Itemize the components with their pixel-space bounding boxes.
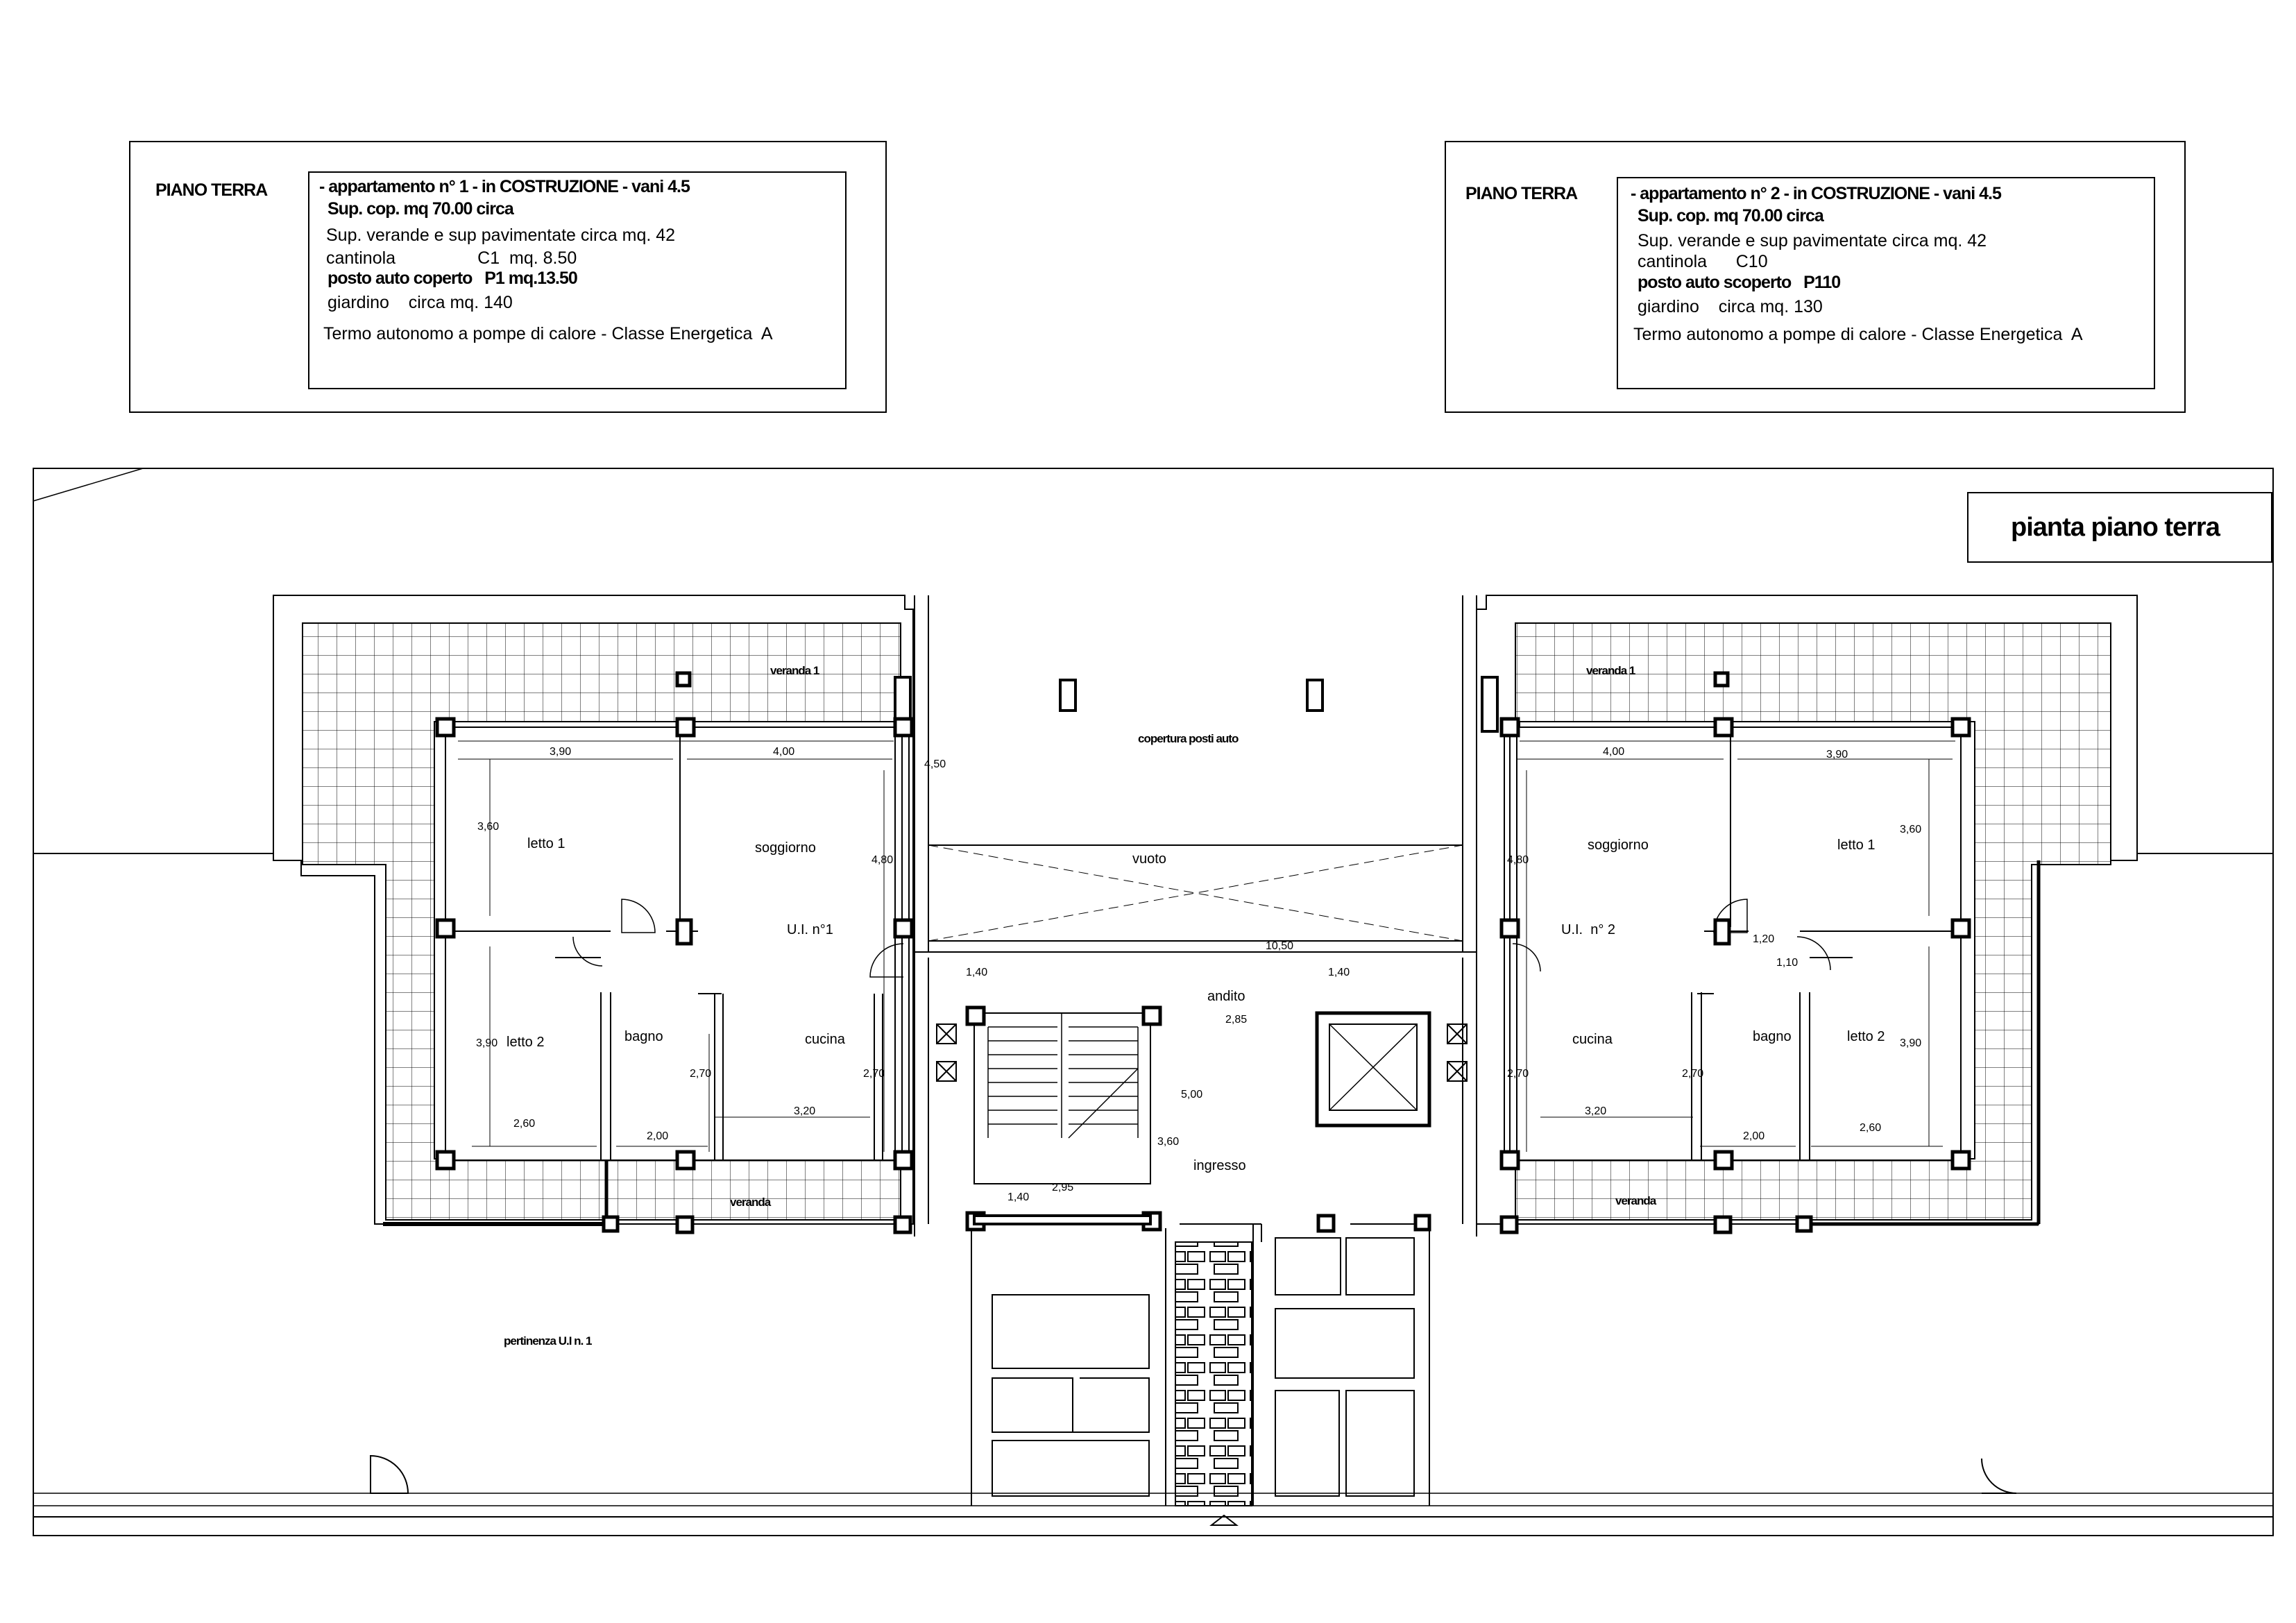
left-garden-boundary (33, 853, 386, 1224)
label-veranda1-left: veranda 1 (770, 664, 819, 677)
label-ingresso: ingresso (1193, 1158, 1246, 1173)
unit1-heating-line: Termo autonomo a pompe di calore - Classe Energetica A (323, 324, 773, 343)
parking-cover-pillar-1 (1060, 680, 1075, 711)
label-letto1-left: letto 1 (527, 836, 566, 851)
dim-c-140-a: 1,40 (966, 967, 988, 978)
label-cucina-left: cucina (805, 1032, 845, 1047)
dim-c-140-c: 1,40 (1007, 1191, 1030, 1203)
dim-l-320: 3,20 (794, 1105, 816, 1117)
street-line (33, 1493, 2273, 1506)
dim-450: 4,50 (924, 758, 946, 770)
unit2-cantinola-line: cantinola C10 (1638, 252, 1768, 271)
dim-r-320: 3,20 (1585, 1105, 1607, 1117)
unit1-surface-line: Sup. cop. mq 70.00 circa (328, 199, 513, 219)
unit1-cantinola-line: cantinola C1 mq. 8.50 (326, 248, 577, 268)
unit2-title-line: - appartamento n° 2 - in COSTRUZIONE - vani 4.5 (1631, 184, 2001, 203)
label-cucina-right: cucina (1572, 1032, 1613, 1047)
label-bagno-right: bagno (1753, 1029, 1792, 1044)
dim-l-390-top: 3,90 (550, 746, 572, 758)
dim-l-480: 4,80 (871, 854, 894, 866)
dim-c-1050: 10,50 (1266, 940, 1294, 952)
dim-r-260: 2,60 (1860, 1122, 1882, 1134)
dim-r-270-a: 2,70 (1507, 1068, 1529, 1080)
dim-c-140-b: 1,40 (1328, 967, 1350, 978)
plan-title: pianta piano terra (2011, 513, 2220, 542)
label-veranda-left: veranda (730, 1196, 771, 1209)
dim-l-260: 2,60 (513, 1118, 536, 1130)
dim-l-270-a: 2,70 (690, 1068, 712, 1080)
dim-r-390-top: 3,90 (1826, 749, 1848, 760)
label-letto2-left: letto 2 (507, 1035, 545, 1050)
dim-r-200: 2,00 (1743, 1130, 1765, 1142)
label-pertinenza: pertinenza U.I n. 1 (504, 1334, 592, 1348)
unit1-floor-label: PIANO TERRA (155, 180, 268, 200)
lift-shaft (1317, 1013, 1429, 1125)
stair-landing-bar (974, 1216, 1150, 1224)
dim-l-400-top: 4,00 (773, 746, 795, 758)
label-ui1: U.I. n°1 (787, 922, 833, 937)
dim-c-295: 2,95 (1052, 1182, 1074, 1193)
unit2-parking-line: posto auto scoperto P110 (1638, 273, 1841, 292)
label-andito: andito (1207, 989, 1245, 1004)
label-soggiorno-right: soggiorno (1588, 838, 1649, 853)
label-soggiorno-left: soggiorno (755, 840, 816, 856)
label-vuoto: vuoto (1132, 851, 1166, 867)
dim-l-270-b: 2,70 (863, 1068, 885, 1080)
dim-l-360: 3,60 (477, 821, 500, 833)
staircase (974, 1013, 1150, 1184)
unit1-parking-line: posto auto coperto P1 mq.13.50 (328, 269, 577, 288)
parking-cover-pillar-2 (1307, 680, 1323, 711)
label-veranda1-right: veranda 1 (1586, 664, 1635, 677)
dim-r-390-side: 3,90 (1900, 1037, 1922, 1049)
dim-c-285: 2,85 (1225, 1014, 1248, 1026)
right-apartment-interior (1504, 727, 1961, 1160)
label-veranda-right: veranda (1615, 1194, 1656, 1207)
unit2-floor-label: PIANO TERRA (1465, 184, 1578, 203)
label-ui2: U.I. n° 2 (1561, 922, 1616, 937)
frame-corner-line (33, 468, 143, 501)
gate-left (371, 1456, 408, 1493)
unit2-surface-line: Sup. cop. mq 70.00 circa (1638, 206, 1823, 226)
dim-c-360: 3,60 (1157, 1136, 1180, 1148)
vuoto-cross (928, 845, 1463, 941)
dim-r-110: 1,10 (1776, 957, 1798, 969)
dim-r-480: 4,80 (1507, 854, 1529, 866)
column-right-wall (1482, 677, 1497, 731)
dim-r-270-b: 2,70 (1682, 1068, 1704, 1080)
unit1-title-line: - appartamento n° 1 - in COSTRUZIONE - vani 4.5 (319, 177, 690, 196)
label-copertura: copertura posti auto (1138, 732, 1239, 745)
unit2-verande-line: Sup. verande e sup pavimentate circa mq. 42 (1638, 231, 1987, 250)
unit1-garden-line: giardino circa mq. 140 (328, 293, 513, 312)
dim-l-390-side: 3,90 (476, 1037, 498, 1049)
dim-l-200: 2,00 (647, 1130, 669, 1142)
label-letto2-right: letto 2 (1847, 1029, 1885, 1044)
dim-r-360: 3,60 (1900, 824, 1922, 835)
unit2-garden-line: giardino circa mq. 130 (1638, 297, 1823, 316)
label-letto1-right: letto 1 (1837, 838, 1876, 853)
label-bagno-left: bagno (624, 1029, 663, 1044)
unit1-verande-line: Sup. verande e sup pavimentate circa mq. 42 (326, 226, 676, 245)
dim-r-400-top: 4,00 (1603, 746, 1625, 758)
stone-path (1175, 1242, 1252, 1506)
dim-c-500: 5,00 (1181, 1089, 1203, 1101)
unit2-heating-line: Termo autonomo a pompe di calore - Classe Energetica A (1633, 325, 2083, 344)
left-storage-cells (992, 1295, 1149, 1496)
dim-r-120: 1,20 (1753, 933, 1775, 945)
gate-right (1982, 1459, 2016, 1493)
right-storage-cells (1275, 1238, 1414, 1496)
